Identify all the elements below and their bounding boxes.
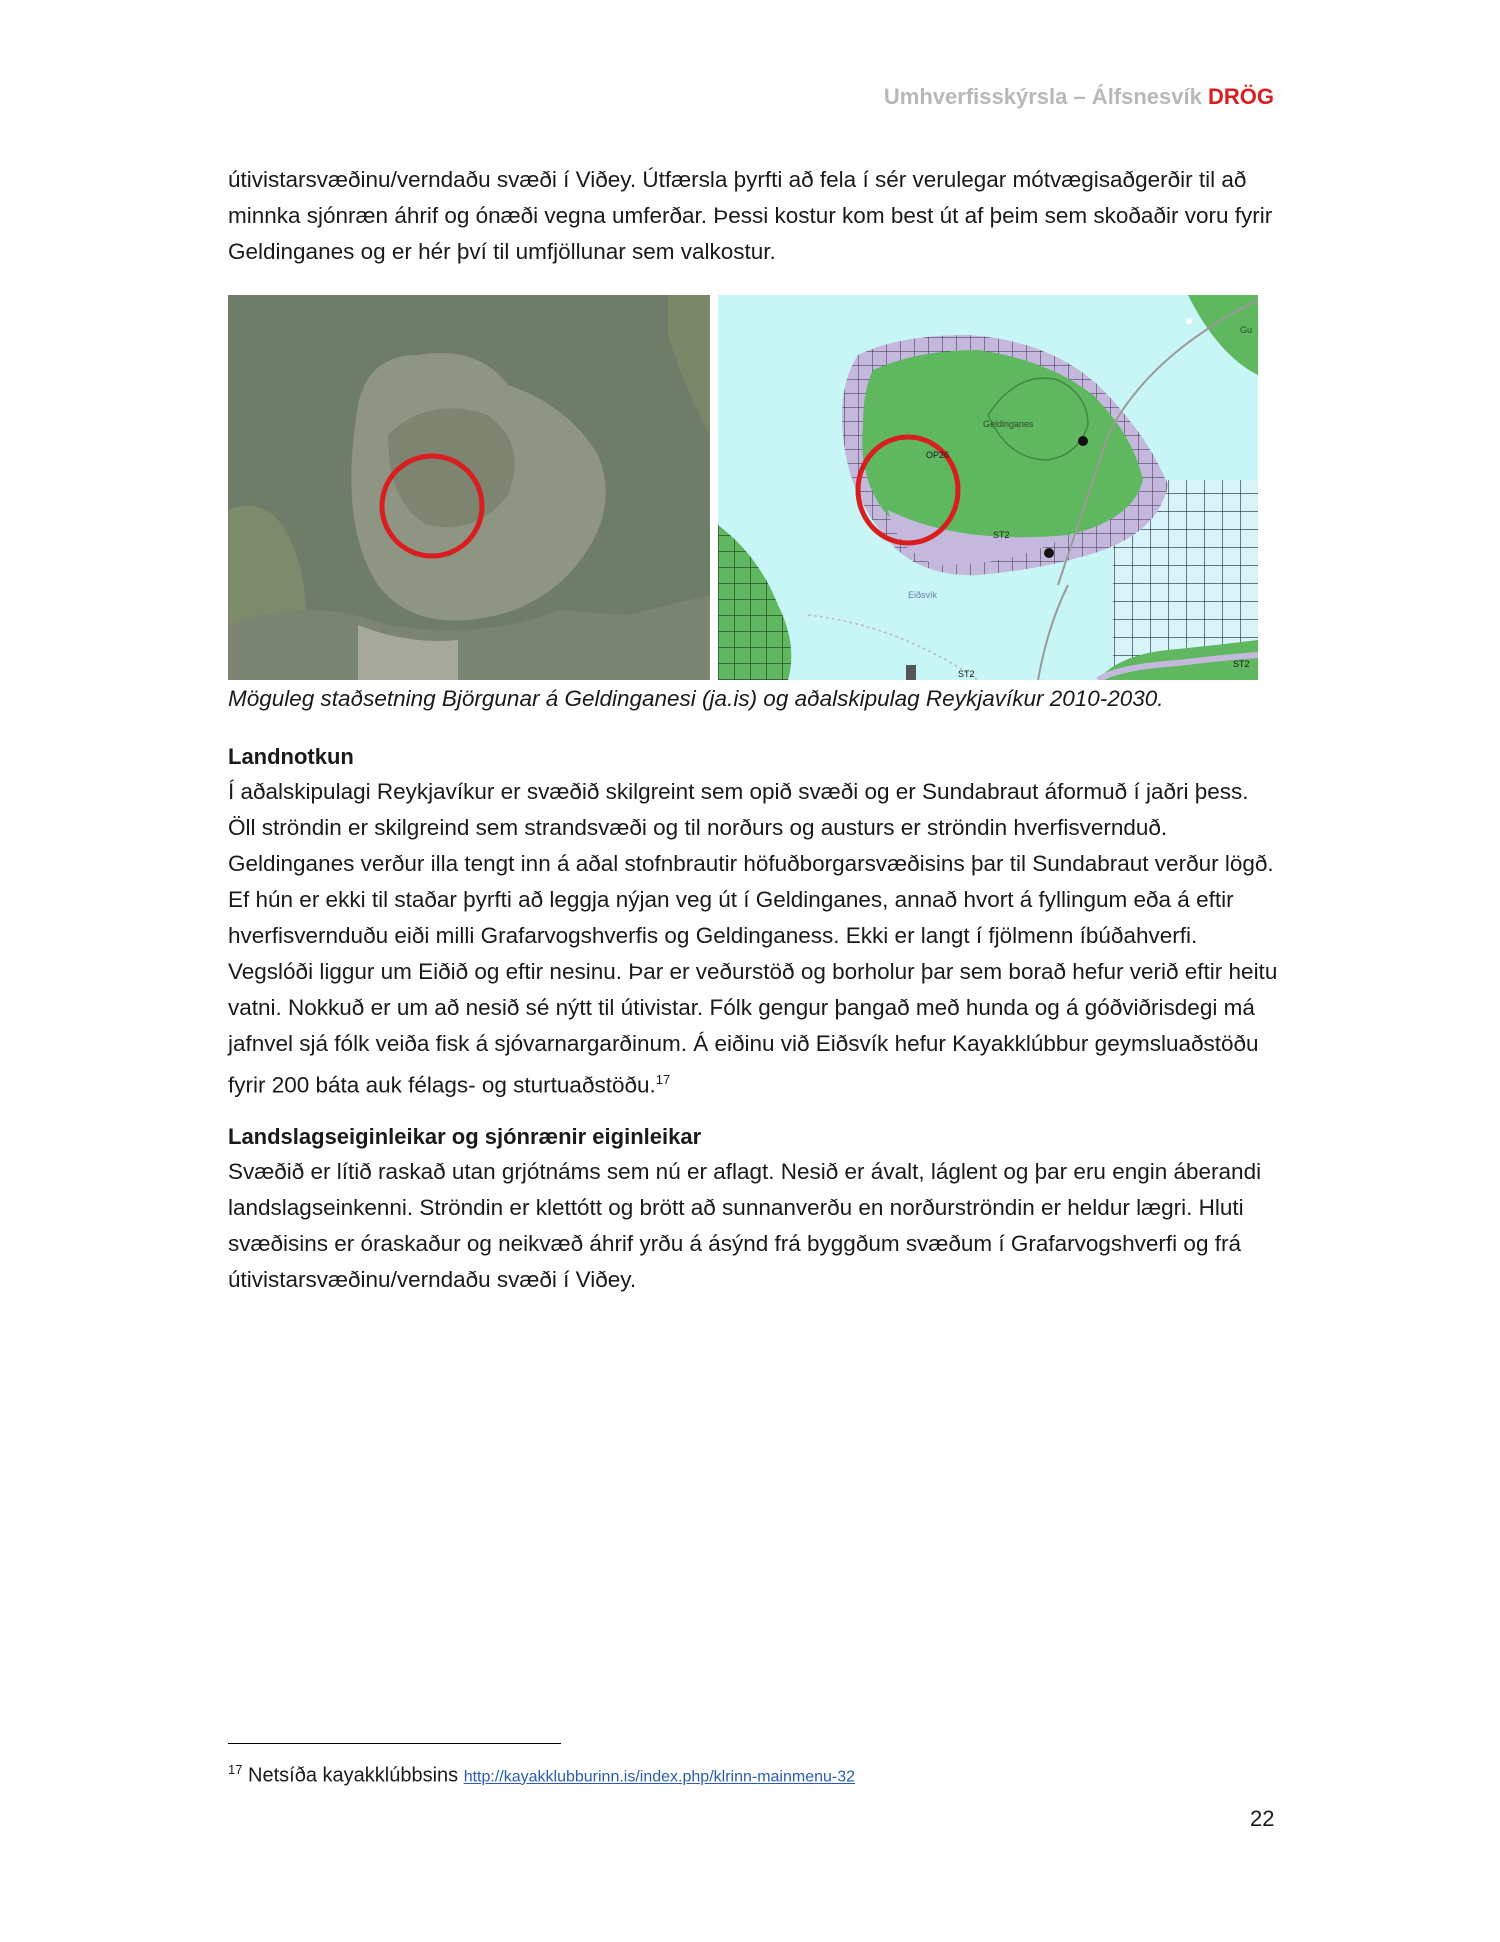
- map-label-op26: OP26: [926, 450, 950, 460]
- footnote-separator: [228, 1743, 561, 1744]
- map-label-st2-bottom: ST2: [958, 669, 975, 679]
- footnote-link[interactable]: http://kayakklubburinn.is/index.php/klrinn-mainmenu-32: [463, 1768, 856, 1786]
- landnotkun-paragraph: [228, 774, 1278, 1104]
- zoning-map: [718, 295, 1258, 680]
- landslag-paragraph: Svæðið er lítið raskað utan grjótnáms sem nú er aflagt. Nesið er ávalt, láglent og þar eru engin áberandi landslagseinkenni. Ströndin er klettótt og brött að sunnanverðu en norðurströndin er heldur lægri. Hluti svæðisins er óraskaður og neikvæð áhrif yrðu á ásýnd frá byggðum svæðum í Grafarvogshverfi og frá útivistarsvæðinu/verndaðu svæði í Viðey.: [228, 1159, 1262, 1292]
- footnote-number: 17: [228, 1762, 243, 1777]
- aerial-photo: [228, 295, 710, 680]
- figure-svg: [228, 295, 1258, 680]
- footnote-text: Netsíða kayakklúbbsins: [248, 1764, 459, 1787]
- intro-paragraph: útivistarsvæðinu/verndaðu svæði í Viðey. Útfærsla þyrfti að fela í sér verulegar mótvægisaðgerðir til að minnka sjónræn áhrif og ónæði vegna umferðar. Þessi kostur kom best út af þeim sem skoðaðir voru fyrir Geldinganes og er hér því til umfjöllunar sem valkostur.: [228, 167, 1273, 264]
- map-label-st2-right: ST2: [1233, 659, 1250, 669]
- draft-label: DRÖG: [1208, 84, 1274, 109]
- map-label-gu: Gu: [1240, 325, 1253, 335]
- footnote-reference[interactable]: 17: [655, 1072, 671, 1087]
- map-label-st2: ST2: [993, 530, 1010, 540]
- running-header: [884, 84, 1274, 110]
- map-label-geldinganes: Geldinganes: [983, 419, 1034, 429]
- figure-caption: Möguleg staðsetning Björgunar á Geldinganesi (ja.is) og aðalskipulag Reykjavíkur 2010-2030.: [228, 686, 1164, 711]
- page-number: 22: [1250, 1806, 1275, 1831]
- landnotkun-text: Í aðalskipulagi Reykjavíkur er svæðið skilgreint sem opið svæði og er Sundabraut áformuð í jaðri þess. Öll ströndin er skilgreind sem strandsvæði og til norðurs og austurs er ströndin hverfisvernduð. Geldinganes verður illa tengt inn á aðal stofnbrautir höfuðborgarsvæðisins þar til Sundabraut verður lögð. Ef hún er ekki til staðar þyrfti að leggja nýjan veg út í Geldinganes, annað hvort á fyllingum eða á eftir hverfisvernduðu eiði milli Grafarvogshverfis og Geldinganess. Ekki er langt í fjölmenn íbúðahverfi. Vegslóði liggur um Eiðið og eftir nesinu. Þar er veðurstöð og borholur þar sem borað hefur verið eftir heitu vatni. Nokkuð er um að nesið sé nýtt til útivistar. Fólk gengur þangað með hunda og á góðviðrisdegi má jafnvel sjá fólk veiða fisk á sjóvarnargarðinum. Á eiðinu við Eiðsvík hefur Kayakklúbbur geymsluaðstöðu fyrir 200 báta auk félags- og sturtuaðstöðu.: [228, 779, 1278, 1098]
- heading-landnotkun: Landnotkun: [228, 744, 354, 769]
- header-title: Umhverfisskýrsla – Álfsnesvík: [883, 84, 1202, 109]
- map-label-eidsvik: Eiðsvík: [908, 590, 938, 600]
- footnote: [228, 1762, 855, 1788]
- figure-maps: [228, 295, 1258, 680]
- heading-landslag: Landslagseiginleikar og sjónrænir eiginleikar: [228, 1124, 702, 1149]
